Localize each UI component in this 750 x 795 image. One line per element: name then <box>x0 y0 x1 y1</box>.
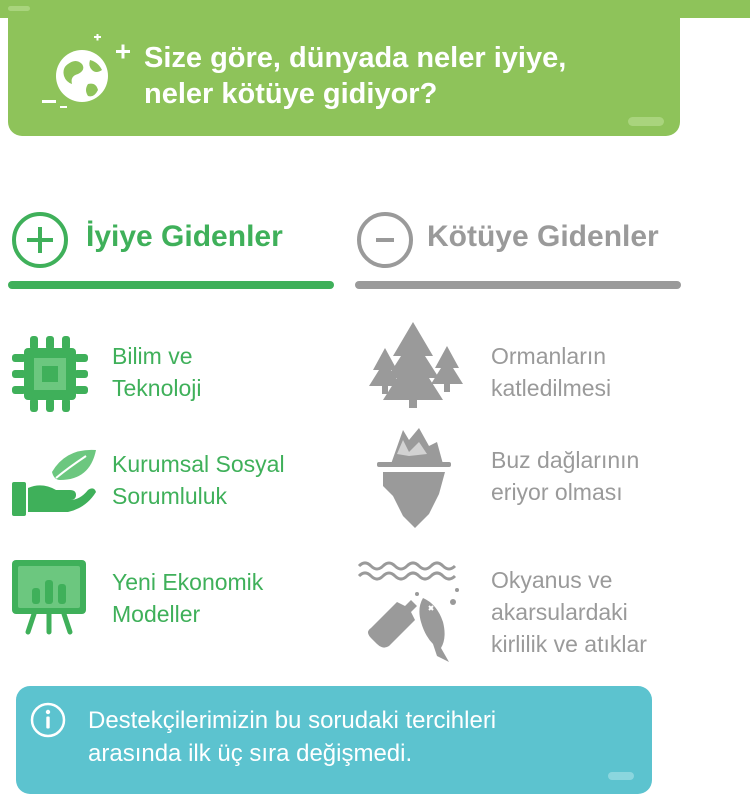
info-note <box>16 686 652 794</box>
good-item <box>10 558 340 638</box>
bad-item-line: eriyor olması <box>491 479 623 505</box>
question-banner <box>8 18 680 136</box>
info-line: arasında ilk üç sıra değişmedi. <box>88 740 413 767</box>
decor-nub <box>608 772 634 780</box>
good-item-text <box>112 448 285 512</box>
good-divider <box>8 281 334 289</box>
chip-icon <box>10 334 90 414</box>
good-item-text <box>112 566 263 630</box>
good-item-line: Modeller <box>112 601 201 627</box>
good-item <box>10 444 340 524</box>
plus-circle-icon <box>10 210 70 270</box>
good-item-line: Teknoloji <box>112 375 202 401</box>
bad-item-line: katledilmesi <box>491 375 612 401</box>
bad-item-text <box>491 444 639 508</box>
info-text <box>88 704 648 770</box>
bad-heading-label: Kötüye Gidenler <box>427 220 659 253</box>
info-line: Destekçilerimizin bu sorudaki tercihleri <box>88 707 497 734</box>
good-item <box>10 334 340 414</box>
bad-item-line: Okyanus ve <box>491 567 613 593</box>
polluted-water-icon <box>357 558 467 668</box>
decor-nub <box>8 6 30 11</box>
good-item-line: Yeni Ekonomik <box>112 569 264 595</box>
bad-item-line: kirlilik ve atıklar <box>491 631 647 657</box>
title-line-1: Size göre, dünyada neler iyiye, <box>144 42 567 74</box>
top-strip <box>0 0 750 18</box>
good-item-text <box>112 340 202 404</box>
good-column-heading <box>8 206 338 276</box>
bad-item-line: Buz dağlarının <box>491 447 640 473</box>
good-item-line: Kurumsal Sosyal <box>112 451 285 477</box>
decor-nub <box>628 117 664 126</box>
bad-item-text <box>491 340 611 404</box>
page-title <box>144 40 664 112</box>
good-item-line: Bilim ve <box>112 343 193 369</box>
bad-item <box>357 558 697 668</box>
presentation-board-icon <box>10 558 90 638</box>
hand-leaf-icon <box>10 444 100 524</box>
info-icon <box>30 702 66 738</box>
good-heading-label: İyiye Gidenler <box>86 220 283 253</box>
title-line-2: neler kötüye gidiyor? <box>144 78 438 110</box>
bad-divider <box>355 281 681 289</box>
globe-icon <box>38 34 138 114</box>
minus-circle-icon <box>355 210 415 270</box>
trees-icon <box>357 320 467 410</box>
bad-item <box>357 320 697 410</box>
good-item-line: Sorumluluk <box>112 483 228 509</box>
bad-item-line: akarsulardaki <box>491 599 628 625</box>
bad-column-heading <box>355 206 685 276</box>
bad-item-line: Ormanların <box>491 343 607 369</box>
iceberg-icon <box>357 424 467 534</box>
bad-item <box>357 424 697 534</box>
bad-item-text <box>491 564 647 660</box>
